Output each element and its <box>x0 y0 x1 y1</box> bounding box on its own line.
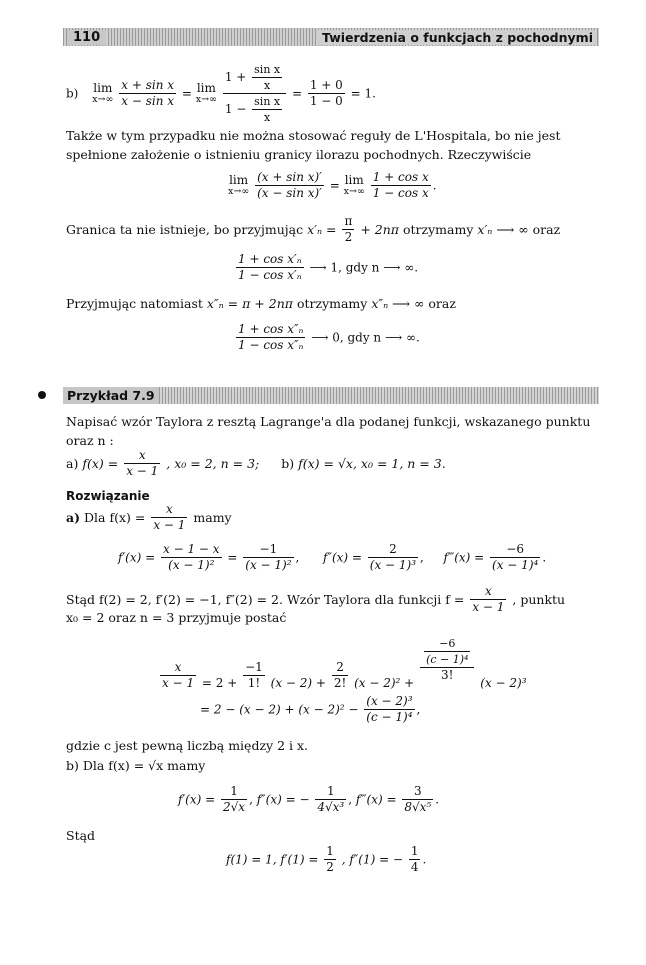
frac-rhs: $\frac{1 + 0}{1 - 0}$ <box>309 78 343 108</box>
part-label: b) <box>66 86 79 101</box>
taylor-formula-line-2: = 2 − (x − 2) + (x − 2)² − $\frac{\text{(x − 2)³}}{\text{(c − 1)⁴}}$ , <box>200 694 421 724</box>
equation-limit-2: $\frac{\text{1 + cos x″ₙ}}{\text{1 − cos x″ₙ}}$ ⟶ 0, gdy n ⟶ ∞. <box>238 322 420 352</box>
task-text: Napisać wzór Taylora z resztą Lagrange'a dla podanej funkcji, wskazanego punktu oraz n : <box>66 414 591 448</box>
part-b-limit: b) lim x→∞ $\frac{\text{x + sin x}}{\text{x − sin x}}$ = lim x→∞ 1 + $\frac{\text{sin x}}{x}$ 1 − $\frac{\text{sin x}}{x}$ = $\frac{1 + 0}{1 - 0}$ = 1. <box>66 63 376 124</box>
chapter-title: Twierdzenia o funkcjach z pochodnymi <box>318 30 597 45</box>
equation-derivative-ratio: lim x→∞ $\frac{\text{(x + sin x)′}}{\text{(x − sin x)′}}$ = lim x→∞ $\frac{\text{1 + cos x}}{\text{1 − cos x}}$ . <box>228 170 437 200</box>
lim-1: lim x→∞ <box>92 80 114 105</box>
equation-derivatives-a: f′(x) = $\frac{x - 1 - x}{\text{(x − 1)²}}$ = $\frac{-1}{\text{(x − 1)²}}$ , f″(x) = $\frac{2}{\text{(x − 1)³}}$ , f‴(x) = $\frac{-6}{\text{(x − 1)⁴}}$ . <box>118 542 547 572</box>
equation-derivatives-b: f′(x) = $\frac{1}{2√x}$ , f″(x) = − $\frac{1}{\text{4√x³}}$ , f‴(x) = $\frac{3}{\text{8√x⁵}}$ . <box>178 784 440 814</box>
paragraph-natomiast: Przyjmując natomiast x″ₙ = π + 2nπ otrzymamy x″ₙ ⟶ ∞ oraz <box>66 296 456 311</box>
solution-a-intro: a) Dla f(x) = $\frac{x}{x - 1}$ mamy <box>66 502 232 532</box>
equation-values: f(1) = 1, f′(1) = $\frac{1}{2}$ , f″(1) = − $\frac{1}{4}$ . <box>226 844 427 874</box>
frac-lhs: $\frac{\text{x + sin x}}{\text{x − sin x}}$ <box>121 78 175 108</box>
stad-line-1: Stąd f(2) = 2, f′(2) = −1, f″(2) = 2. Wzór Taylora dla funkcji f = $\frac{x}{x - 1}$ , punktu <box>66 584 566 614</box>
bullet-icon <box>38 391 46 399</box>
equation-limit-1: $\frac{\text{1 + cos x′ₙ}}{\text{1 − cos x′ₙ}}$ ⟶ 1, gdy n ⟶ ∞. <box>238 252 419 282</box>
paragraph-granica: Granica ta nie istnieje, bo przyjmując x′ₙ = $\frac{\pi}{2}$ + 2nπ otrzymamy x′ₙ ⟶ ∞ oraz <box>66 214 561 244</box>
lim-2: lim x→∞ <box>195 80 217 105</box>
solution-heading: Rozwiązanie <box>66 489 150 503</box>
taylor-formula-line-1: $\frac{x}{x - 1}$ = 2 + $\frac{-1}{1!}$ (x − 2) + $\frac{2}{2!}$ (x − 2)² + $\frac{\frac{-6}{\text{(c − 1)⁴}}}{3!}$ (x − 2)³ <box>162 637 527 690</box>
solution-b-intro: b) Dla f(x) = √x mamy <box>66 758 206 773</box>
paragraph-lhospital: Także w tym przypadku nie można stosować reguły de L'Hospitala, bo nie jest spełnione założenie o istnieniu granicy ilorazu pochodnych. Rzeczywiście <box>66 128 561 162</box>
example-header <box>63 387 599 404</box>
stad-line-2: x₀ = 2 oraz n = 3 przyjmuje postać <box>66 610 287 625</box>
task-items: a) f(x) = $\frac{x}{x - 1}$ , x₀ = 2, n = 3; b) f(x) = √x, x₀ = 1, n = 3. <box>66 448 446 478</box>
gdzie-line: gdzie c jest pewną liczbą między 2 i x. <box>66 738 308 753</box>
page-number: 110 <box>67 30 106 45</box>
frac-mid: 1 + $\frac{\text{sin x}}{x}$ 1 − $\frac{\text{sin x}}{x}$ <box>223 62 286 125</box>
stad-2: Stąd <box>66 828 96 843</box>
example-label: Przykład 7.9 <box>63 387 159 404</box>
page-header <box>63 28 599 46</box>
